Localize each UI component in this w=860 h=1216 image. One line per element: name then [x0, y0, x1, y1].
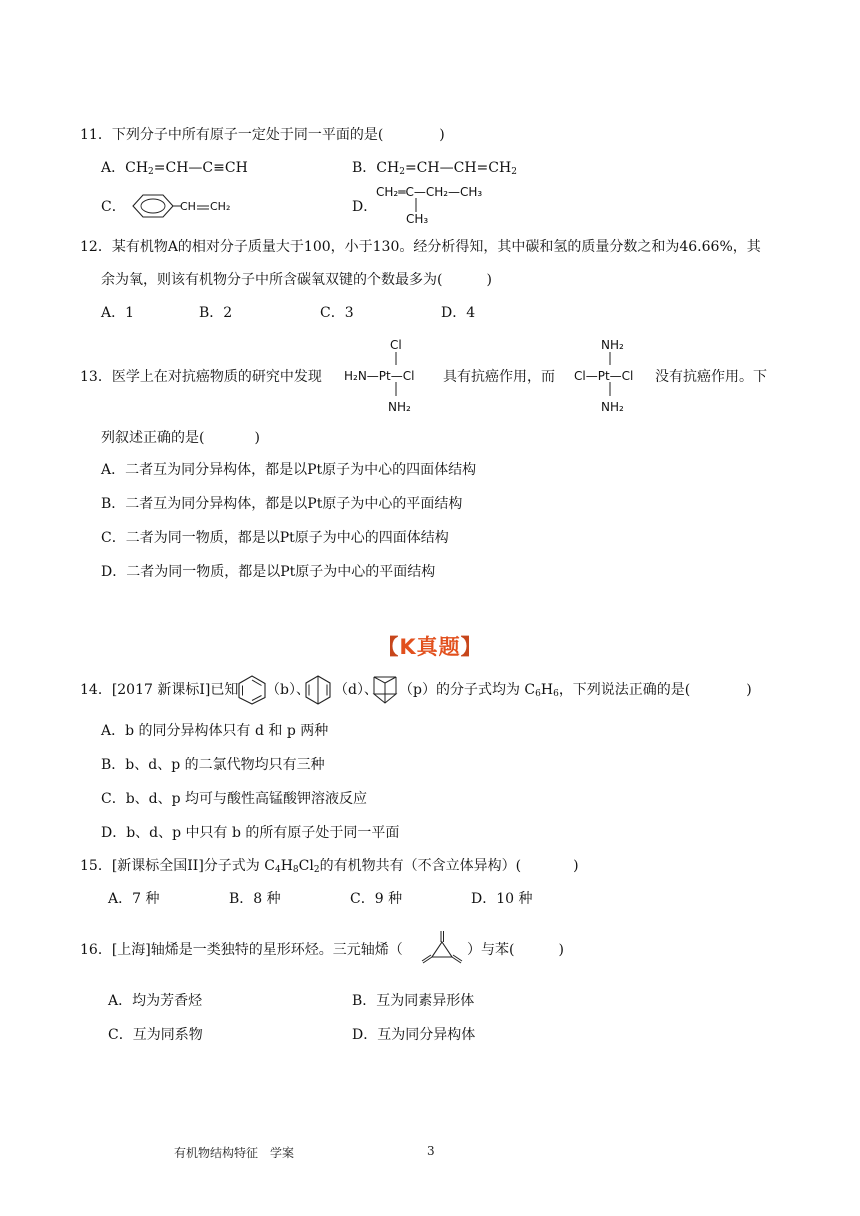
cisplatin-middle: H₂N—Pt—Cl [344, 369, 415, 383]
prismane-p-structure-icon [372, 675, 398, 705]
q12-line2: 余为氧，则该有机物分子中所含碳氧双键的个数最多为( ) [101, 272, 492, 288]
q14-option-a: A．b 的同分异构体只有 d 和 p 两种 [101, 723, 329, 739]
benzene-b-structure-icon [236, 675, 268, 705]
q13-stem-part3: 没有抗癌作用。下 [655, 369, 767, 385]
q13-option-a: A．二者互为同分异构体，都是以Pt原子为中心的四面体结构 [101, 462, 477, 478]
q16-stem-a: 16．[上海]轴烯是一类独特的星形环烃。三元轴烯（ [80, 942, 403, 958]
styrene-ch2-end: CH₂ [210, 200, 231, 213]
radialene-structure-icon [419, 928, 465, 972]
page-number: 3 [427, 1144, 435, 1158]
q11-option-c-label: C． [101, 199, 126, 215]
q13-line2: 列叙述正确的是( ) [101, 430, 260, 446]
q12-line1: 12．某有机物A的相对分子质量大于100，小于130。经分析得知，其中碳和氢的质量分数之和为46.66%，其 [80, 239, 761, 255]
cisplatin-top: Cl [390, 338, 402, 352]
q13-option-b: B．二者互为同分异构体，都是以Pt原子为中心的平面结构 [101, 496, 463, 512]
q16-option-a: A．均为芳香烃 [108, 993, 203, 1009]
q11-option-b: B．$CH_2=CH—CH=CH_2$ [352, 160, 517, 177]
styrene-vinyl-group: CH [180, 200, 196, 213]
q14-label-p-and-formula: （p）的分子式均为 $C_6H_6$，下列说法正确的是( ) [399, 682, 752, 699]
cisplatin-bottom: NH₂ [388, 400, 411, 414]
q15-option-a: A．7 种 [108, 891, 160, 907]
q12-option-a: A．1 [101, 305, 135, 321]
q13-stem-part1: 13．医学上在对抗癌物质的研究中发现 [80, 369, 322, 385]
dewar-benzene-d-structure-icon [303, 675, 333, 705]
q14-label-d: （d）、 [334, 682, 378, 698]
q14-option-c: C．b、d、p 均可与酸性高锰酸钾溶液反应 [101, 791, 368, 807]
q16-option-d: D．互为同分异构体 [352, 1027, 476, 1043]
transplatin-top: NH₂ [601, 338, 624, 352]
transplatin-middle: Cl—Pt—Cl [574, 369, 634, 383]
footer-title: 有机物结构特征 学案 [174, 1146, 295, 1160]
q11-stem: 11．下列分子中所有原子一定处于同一平面的是( ) [80, 127, 445, 143]
q15-option-b: B．8 种 [229, 891, 281, 907]
q12-option-b: B．2 [199, 305, 233, 321]
section-banner-real-exam: 【 K真题 】 [377, 635, 483, 659]
q13-stem-part2: 具有抗癌作用，而 [443, 369, 555, 385]
q13-option-d: D．二者为同一物质，都是以Pt原子为中心的平面结构 [101, 564, 436, 580]
q14-label-b: （b）、 [266, 682, 310, 698]
transplatin-bottom: NH₂ [601, 400, 624, 414]
q14-option-d: D．b、d、p 中只有 b 的所有原子处于同一平面 [101, 825, 400, 841]
q11-option-a: A．$CH_2=CH—C\equiv CH$ [101, 160, 248, 177]
q11-option-d-label: D． [352, 199, 378, 215]
q16-option-b: B．互为同素异形体 [352, 993, 475, 1009]
q15-option-d: D．10 种 [471, 891, 533, 907]
q12-option-c: C．3 [320, 305, 354, 321]
q11-option-d-structure-top: CH₂═C—CH₂—CH₃ [376, 185, 483, 199]
q12-option-d: D．4 [441, 305, 476, 321]
q16-option-c: C．互为同系物 [108, 1027, 203, 1043]
q14-option-b: B．b、d、p 的二氯代物均只有三种 [101, 757, 325, 773]
q15-stem: 15．[新课标全国II]分子式为 $C_4H_8Cl_2$的有机物共有（不含立体异构）( ) [80, 858, 579, 875]
q15-option-c: C．9 种 [350, 891, 403, 907]
q16-stem-b: ）与苯( ) [467, 942, 564, 958]
q14-stem-a: 14．[2017 新课标I]已知 [80, 682, 239, 698]
q13-option-c: C．二者为同一物质，都是以Pt原子为中心的四面体结构 [101, 530, 449, 546]
q11-option-d-structure-bottom: CH₃ [406, 212, 429, 226]
